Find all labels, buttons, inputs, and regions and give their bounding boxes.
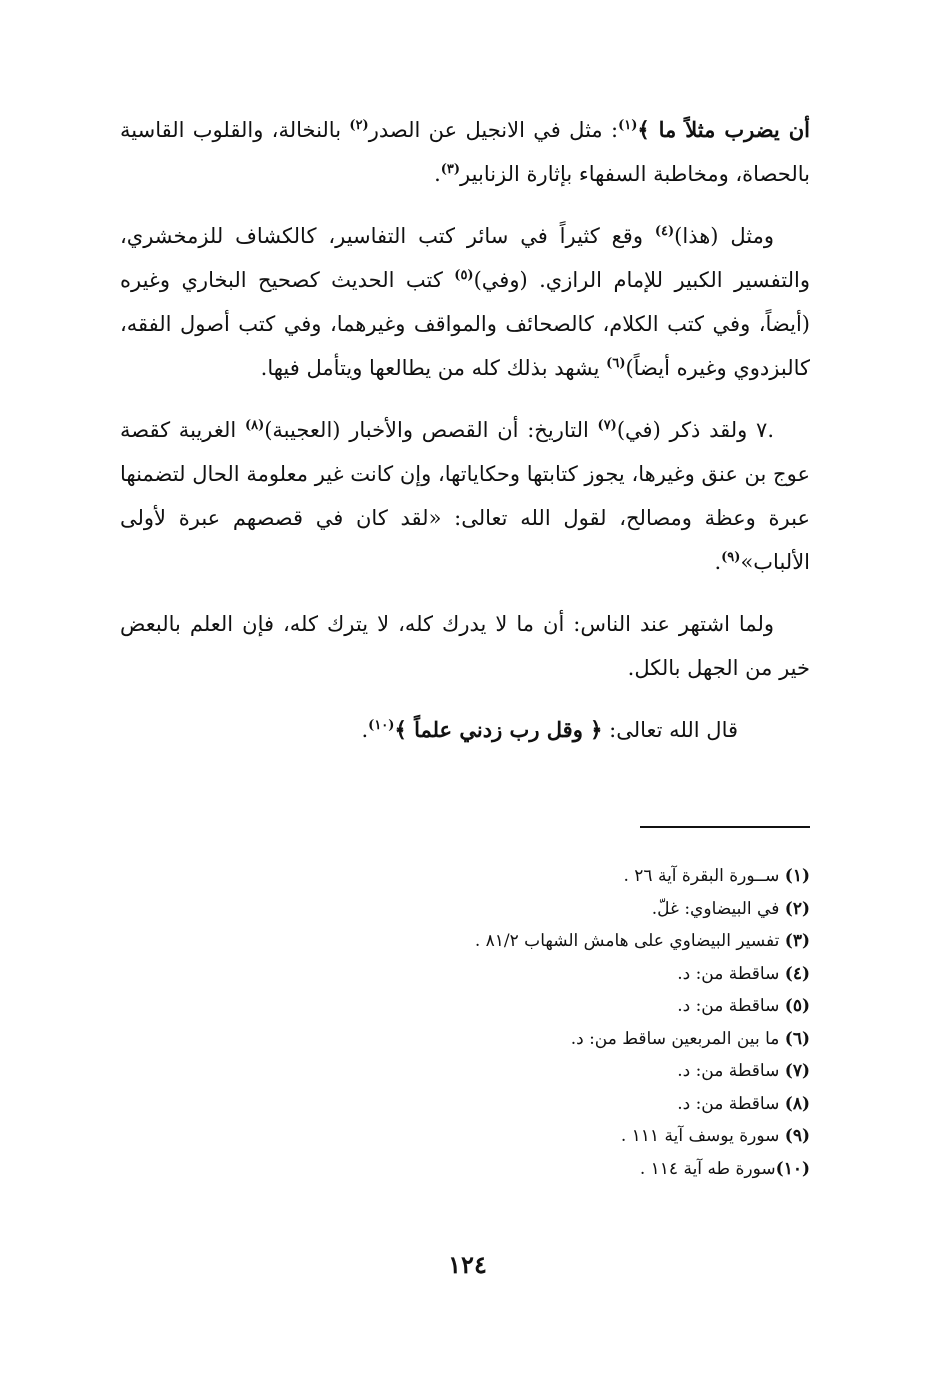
footnote-9: (٩) سورة يوسف آية ١١١ . [620,1126,810,1146]
bold-text-run: ﴿ وقل رب زدني علماً ﴾ [394,717,603,742]
footnote-5: (٥) ساقطة من: د. [677,996,810,1016]
paragraph-4 [120,602,810,690]
page-number: ١٢٤ [448,1250,487,1279]
footnote-marker: (٥) [454,268,474,283]
footnote-marker: (٢) [349,118,369,133]
paragraph-5-quote [120,708,810,752]
paragraph-2 [120,214,810,390]
text-run: ومثل (هذا) [674,224,774,248]
footnote-1: (١) ســورة البقرة آية ٢٦ . [623,866,810,886]
text-run: : مثل في الانجيل عن الصدر [368,118,619,142]
text-run: كتب الحديث كصحيح البخاري وغيره (أيضاً، وفي كتب الكلام، كالصحائف والمواقف وغيرهما، وفي كتب أصول الفقه، كالبزدوي وغيره أيضاً) [120,268,811,380]
footnote-marker: (٧) [597,418,617,433]
footnote-8: (٨) ساقطة من: د. [677,1093,810,1114]
text-run: يشهد بذلك كله من يطالعها ويتأمل فيها. [260,356,607,380]
text-run: وقع كثيراً في سائر كتب التفاسير، كالكشاف للزمخشري، والتفسير الكبير للإمام الرازي. (وفي) [120,224,810,292]
footnote-marker: (١) [618,118,638,133]
text-run: .٧ ولقد ذكر (في) [616,418,775,442]
text-run: بالنخالة، والقلوب القاسية بالحصاة، ومخاطبة السفهاء بإثارة الزنابير [120,118,810,186]
text-run: قال الله تعالى: [602,718,738,742]
footnote-4: (٤) ساقطة من: د. [677,963,810,984]
footnote-6: (٦) ما بين المربعين ساقط من: د. [570,1028,810,1049]
text-run: التاريخ: أن القصص والأخبار (العجيبة) [264,418,598,442]
footnotes-list [310,860,810,1185]
footnote-7: (٧) ساقطة من: د. [677,1061,810,1081]
text-run: . [434,162,441,186]
bold-text-run: أن يضرب مثلاً ما ﴾ [637,117,811,142]
footnote-marker: (٣) [440,162,461,177]
footnote-3: (٣) تفسير البيضاوي على هامش الشهاب ٨١/٢ . [474,931,810,951]
footnote-separator [640,826,810,828]
footnote-marker: (٤) [654,224,675,239]
footnote-marker: (١٠) [368,718,395,733]
text-run: الغريبة كقصة عوج بن عنق وغيرها، يجوز كتابتها وحكاياتها، وإن كانت غير معلومة الحال لتضمنها عبرة وعظة ومصالح، لقول الله تعالى: «لقد كان في قصصهم عبرة لأولى الألباب» [120,418,810,574]
footnote-10: (١٠)سورة طه آية ١١٤ . [639,1158,810,1179]
text-run: . [714,550,722,574]
main-text [120,108,810,770]
footnote-marker: (٦) [606,356,626,371]
text-run: ولما اشتهر عند الناس: أن ما لا يدرك كله، لا يترك كله، فإن العلم بالبعض خير من الجهل بالكل. [120,612,810,680]
text-run: . [361,718,369,742]
paragraph-1 [120,108,810,196]
footnote-marker: (٩) [721,550,741,565]
footnote-2: (٢) في البيضاوي: غلّ. [651,898,810,919]
paragraph-3 [120,408,810,584]
footnote-marker: (٨) [244,418,265,433]
